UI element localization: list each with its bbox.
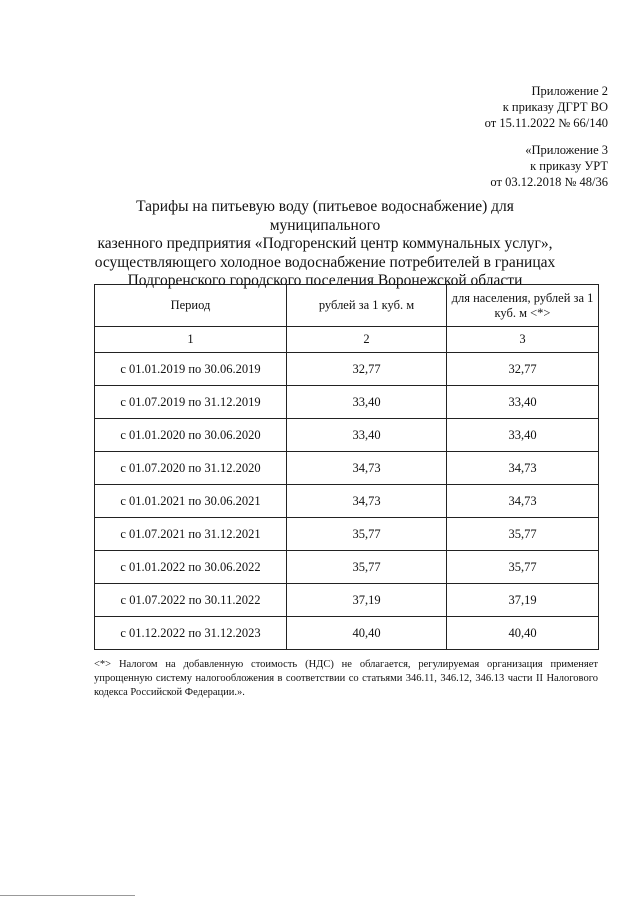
title-line: Тарифы на питьевую воду (питьевое водоснабжение) для муниципального	[136, 198, 514, 234]
table-row	[95, 485, 599, 518]
table-row	[95, 518, 599, 551]
period-cell: с 01.07.2021 по 31.12.2021	[95, 518, 287, 551]
period-cell: с 01.01.2022 по 30.06.2022	[95, 551, 287, 584]
rate-cell: 40,40	[287, 617, 447, 650]
appendix-order-date: от 03.12.2018 № 48/36	[490, 175, 608, 189]
column-number: 3	[447, 327, 599, 353]
page-footer-divider	[0, 895, 135, 896]
appendix-reference-current	[485, 83, 608, 131]
rate-cell: 35,77	[287, 551, 447, 584]
period-cell: с 01.12.2022 по 31.12.2023	[95, 617, 287, 650]
rate-cell: 33,40	[287, 419, 447, 452]
period-cell: с 01.01.2020 по 30.06.2020	[95, 419, 287, 452]
appendix-number: «Приложение 3	[525, 143, 608, 157]
appendix-order-ref: к приказу УРТ	[530, 159, 608, 173]
appendix-number: Приложение 2	[531, 84, 608, 98]
population-rate-cell: 33,40	[447, 419, 599, 452]
rate-cell: 33,40	[287, 386, 447, 419]
table-row	[95, 551, 599, 584]
appendix-reference-previous	[490, 142, 608, 190]
column-number-row	[95, 327, 599, 353]
rate-cell: 32,77	[287, 353, 447, 386]
population-rate-cell: 34,73	[447, 485, 599, 518]
period-cell: с 01.01.2021 по 30.06.2021	[95, 485, 287, 518]
period-cell: с 01.07.2019 по 31.12.2019	[95, 386, 287, 419]
title-line: казенного предприятия «Подгоренский центр коммунальных услуг»,	[97, 235, 553, 252]
population-rate-cell: 35,77	[447, 518, 599, 551]
table-row	[95, 419, 599, 452]
rate-cell: 34,73	[287, 452, 447, 485]
document-title	[80, 198, 570, 291]
table-row	[95, 353, 599, 386]
population-rate-cell: 33,40	[447, 386, 599, 419]
table-row	[95, 386, 599, 419]
footnote: <*> Налогом на добавленную стоимость (НДС) не облагается, регулируемая организация применяет упрощенную систему налогообложения в соответствии со статьями 346.11, 346.12, 346.13 части II Налогового кодекса Российской Федерации.».	[94, 659, 598, 698]
period-cell: с 01.07.2022 по 30.11.2022	[95, 584, 287, 617]
rate-cell: 34,73	[287, 485, 447, 518]
title-line: осуществляющего холодное водоснабжение потребителей в границах	[94, 253, 556, 271]
column-header-population-rate: для населения, рублей за 1 куб. м <*>	[447, 285, 599, 327]
population-rate-cell: 37,19	[447, 584, 599, 617]
table-header-row	[95, 285, 599, 327]
population-rate-cell: 40,40	[447, 617, 599, 650]
appendix-order-date: от 15.11.2022 № 66/140	[484, 116, 608, 130]
column-header-rate: рублей за 1 куб. м	[287, 285, 447, 327]
rate-cell: 35,77	[287, 518, 447, 551]
tariff-table	[94, 284, 599, 650]
period-cell: с 01.01.2019 по 30.06.2019	[95, 353, 287, 386]
table-row	[95, 452, 599, 485]
column-number: 2	[287, 327, 447, 353]
table-row	[95, 584, 599, 617]
population-rate-cell: 34,73	[447, 452, 599, 485]
column-number: 1	[95, 327, 287, 353]
appendix-order-ref: к приказу ДГРТ ВО	[502, 100, 608, 114]
column-header-period: Период	[95, 285, 287, 327]
table-row	[95, 617, 599, 650]
period-cell: с 01.07.2020 по 31.12.2020	[95, 452, 287, 485]
rate-cell: 37,19	[287, 584, 447, 617]
title-line: Подгоренского городского поселения Воронежской области	[127, 272, 523, 289]
population-rate-cell: 32,77	[447, 353, 599, 386]
population-rate-cell: 35,77	[447, 551, 599, 584]
